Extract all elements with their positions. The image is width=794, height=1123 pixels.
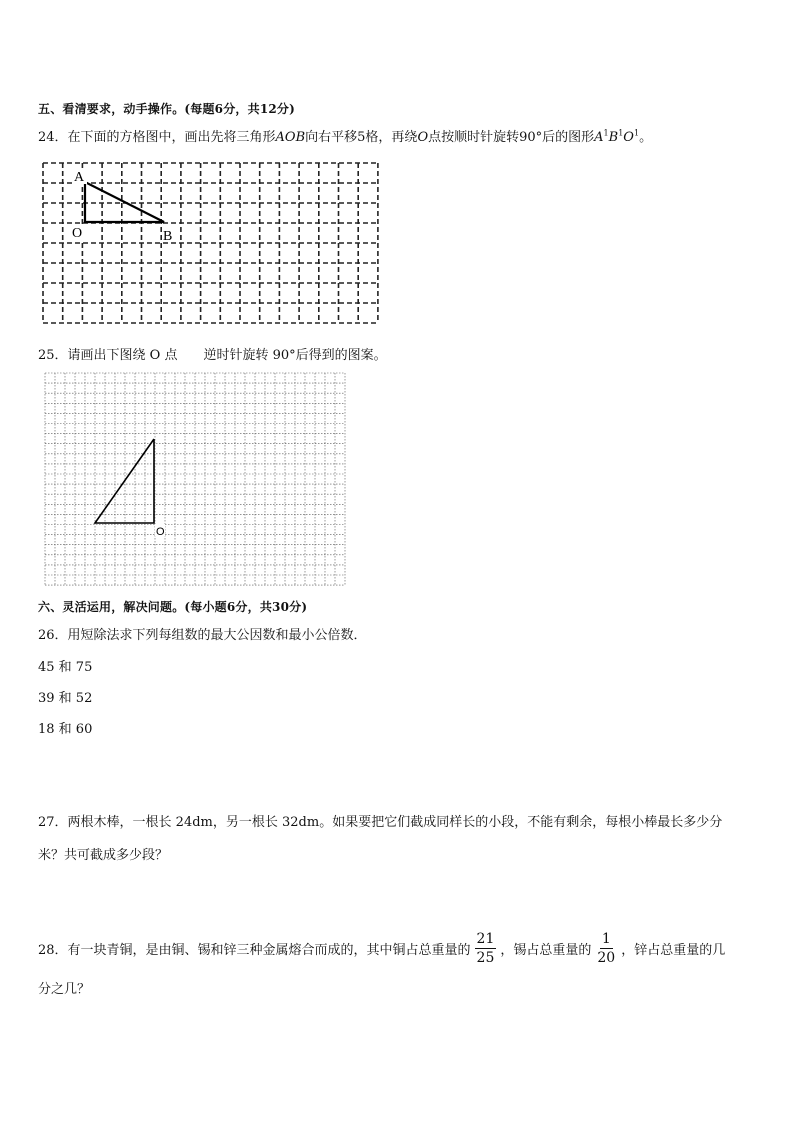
q24-part2: 向右平移5格，再绕	[305, 130, 418, 145]
q24-sup-1: 1	[603, 128, 609, 138]
q24-var-o: O	[417, 130, 429, 145]
q24-var-a1: A	[594, 130, 604, 145]
q26-pair-2: 39 和 52	[38, 691, 93, 706]
question-27-line-2: 米？共可截成多少段？	[38, 848, 169, 863]
q24-grid-figure	[40, 160, 385, 328]
q28-frac1-numerator: 21	[476, 931, 495, 947]
q28-frac2-denominator: 20	[597, 950, 616, 966]
q28-part2: ，锡占总重量的	[500, 943, 592, 958]
question-28-line-2: 分之几？	[38, 982, 91, 997]
q25-dotted-grid	[45, 373, 345, 585]
q28-frac1-denominator: 25	[476, 950, 495, 966]
q28-part1: 28．有一块青铜，是由铜、锡和锌三种金属熔合而成的，其中铜占总重量的	[38, 943, 471, 958]
q28-frac2-numerator: 1	[601, 931, 611, 947]
section-6-title: 六、灵活运用，解决问题。(每小题6分，共30分)	[38, 600, 308, 614]
question-24-text	[38, 126, 652, 145]
q24-part4: 。	[639, 130, 653, 145]
q24-var-b1: B	[608, 130, 619, 145]
q24-sup-3: 1	[633, 128, 640, 138]
q25-o-label: O	[156, 526, 165, 538]
q26-pair-3: 18 和 60	[38, 722, 93, 737]
question-28-line-1	[38, 930, 725, 967]
label-o: O	[72, 226, 83, 241]
q28-fraction-copper	[475, 930, 497, 967]
q24-sup-2: 1	[618, 128, 624, 138]
q24-var-o1: O	[623, 130, 634, 145]
question-27-line-1: 27．两根木棒，一根长 24dm，另一根长 32dm。如果要把它们截成同样长的小段，不能有剩余，每根小棒最长多少分	[38, 815, 723, 830]
section-5-title: 五、看清要求，动手操作。(每题6分，共12分)	[38, 102, 296, 116]
q24-part1: 24．在下面的方格图中，画出先将三角形	[38, 130, 276, 145]
label-a: A	[74, 170, 85, 185]
triangle-aob	[85, 182, 164, 222]
q26-pair-1: 45 和 75	[38, 660, 93, 675]
q25-grid-figure	[44, 372, 348, 588]
question-26-text: 26．用短除法求下列每组数的最大公因数和最小公倍数．	[38, 628, 367, 643]
q24-part3: 点按顺时针旋转90°后的图形	[428, 130, 595, 145]
q28-part3: ，锌占总重量的几	[621, 943, 726, 958]
q24-var-aob: AOB	[275, 130, 306, 145]
q28-fraction-tin	[595, 930, 617, 967]
label-b: B	[163, 229, 173, 244]
question-25-text: 25．请画出下图绕 O 点 逆时针旋转 90°后得到的图案。	[38, 348, 387, 363]
